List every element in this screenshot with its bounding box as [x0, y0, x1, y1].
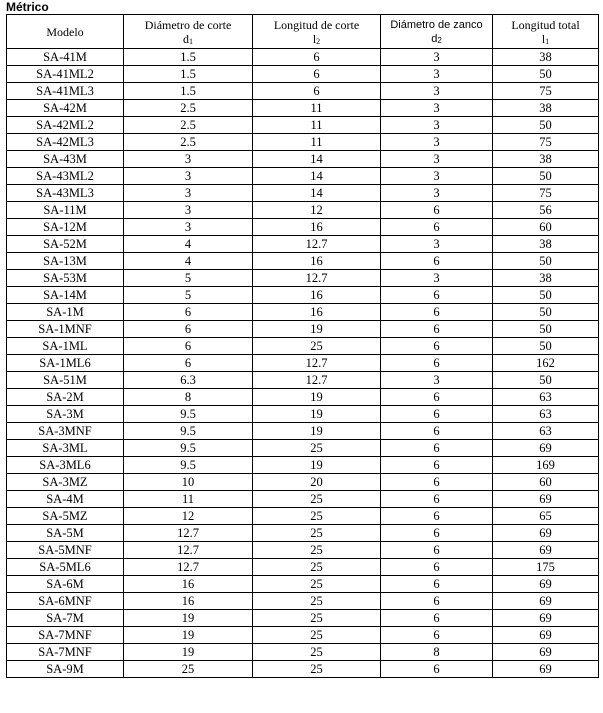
- cell-cutting-length: 14: [253, 168, 381, 185]
- cell-cutting-length: 14: [253, 185, 381, 202]
- cell-cutting-diameter: 8: [124, 389, 253, 406]
- table-row: [7, 423, 599, 440]
- cell-overall-length: 69: [493, 542, 599, 559]
- cell-shank-diameter: 6: [381, 627, 493, 644]
- cell-shank-diameter: 6: [381, 440, 493, 457]
- cell-overall-length: 38: [493, 49, 599, 66]
- cell-shank-diameter: 3: [381, 134, 493, 151]
- cell-overall-length: 56: [493, 202, 599, 219]
- cell-model: SA-53M: [7, 270, 124, 287]
- cell-shank-diameter: 6: [381, 661, 493, 678]
- cell-cutting-length: 25: [253, 440, 381, 457]
- table-row: [7, 508, 599, 525]
- cell-model: SA-42ML2: [7, 117, 124, 134]
- cell-model: SA-13M: [7, 253, 124, 270]
- cell-cutting-diameter: 1.5: [124, 83, 253, 100]
- cell-shank-diameter: 3: [381, 66, 493, 83]
- table-row: [7, 576, 599, 593]
- cell-overall-length: 38: [493, 236, 599, 253]
- cell-model: SA-12M: [7, 219, 124, 236]
- table-row: [7, 627, 599, 644]
- cell-cutting-diameter: 3: [124, 219, 253, 236]
- cell-model: SA-5MZ: [7, 508, 124, 525]
- table-row: [7, 304, 599, 321]
- cell-cutting-length: 12: [253, 202, 381, 219]
- cell-shank-diameter: 6: [381, 355, 493, 372]
- cell-overall-length: 63: [493, 406, 599, 423]
- cell-overall-length: 69: [493, 593, 599, 610]
- cell-cutting-diameter: 12.7: [124, 542, 253, 559]
- table-row: [7, 287, 599, 304]
- header-cutting-diameter: [124, 15, 253, 49]
- cell-overall-length: 69: [493, 491, 599, 508]
- table-row: [7, 219, 599, 236]
- cell-overall-length: 38: [493, 100, 599, 117]
- cell-model: SA-1ML6: [7, 355, 124, 372]
- cell-shank-diameter: 6: [381, 593, 493, 610]
- table-row: [7, 83, 599, 100]
- cell-cutting-diameter: 5: [124, 270, 253, 287]
- table-row: [7, 202, 599, 219]
- cell-shank-diameter: 3: [381, 185, 493, 202]
- cell-model: SA-14M: [7, 287, 124, 304]
- cell-shank-diameter: 6: [381, 202, 493, 219]
- cell-overall-length: 60: [493, 474, 599, 491]
- cell-cutting-length: 25: [253, 627, 381, 644]
- cell-shank-diameter: 6: [381, 338, 493, 355]
- header-cutting-diameter-symbol: $d_1$: [183, 31, 193, 46]
- table-row: [7, 49, 599, 66]
- cell-model: SA-1ML: [7, 338, 124, 355]
- cell-model: SA-42ML3: [7, 134, 124, 151]
- cell-cutting-length: 19: [253, 389, 381, 406]
- cell-cutting-length: 12.7: [253, 355, 381, 372]
- header-shank-diameter: [381, 15, 493, 49]
- cell-cutting-length: 12.7: [253, 372, 381, 389]
- cell-model: SA-43M: [7, 151, 124, 168]
- cell-shank-diameter: 6: [381, 610, 493, 627]
- cell-shank-diameter: 6: [381, 389, 493, 406]
- cell-cutting-length: 20: [253, 474, 381, 491]
- cell-shank-diameter: 6: [381, 253, 493, 270]
- cell-shank-diameter: 6: [381, 525, 493, 542]
- cell-cutting-diameter: 19: [124, 627, 253, 644]
- header-overall-length-label: Longitud total: [511, 17, 580, 32]
- cell-shank-diameter: 6: [381, 542, 493, 559]
- cell-model: SA-3ML6: [7, 457, 124, 474]
- header-row: [7, 15, 599, 49]
- cell-cutting-diameter: 2.5: [124, 117, 253, 134]
- cell-cutting-diameter: 12.7: [124, 559, 253, 576]
- cell-overall-length: 50: [493, 321, 599, 338]
- cell-shank-diameter: 6: [381, 304, 493, 321]
- table-row: [7, 525, 599, 542]
- cell-cutting-length: 16: [253, 304, 381, 321]
- cell-cutting-diameter: 6: [124, 355, 253, 372]
- cell-model: SA-5ML6: [7, 559, 124, 576]
- cell-cutting-diameter: 3: [124, 151, 253, 168]
- cell-cutting-diameter: 16: [124, 593, 253, 610]
- table-row: [7, 542, 599, 559]
- cell-cutting-diameter: 12.7: [124, 525, 253, 542]
- table-row: [7, 406, 599, 423]
- cell-cutting-diameter: 3: [124, 202, 253, 219]
- cell-shank-diameter: 6: [381, 559, 493, 576]
- cell-shank-diameter: 3: [381, 49, 493, 66]
- table-row: [7, 134, 599, 151]
- cell-model: SA-41ML3: [7, 83, 124, 100]
- table-row: [7, 474, 599, 491]
- cell-shank-diameter: 3: [381, 236, 493, 253]
- cell-shank-diameter: 6: [381, 474, 493, 491]
- cell-overall-length: 69: [493, 525, 599, 542]
- cell-shank-diameter: 3: [381, 168, 493, 185]
- cell-overall-length: 50: [493, 372, 599, 389]
- cell-overall-length: 63: [493, 423, 599, 440]
- cell-model: SA-1MNF: [7, 321, 124, 338]
- table-row: [7, 389, 599, 406]
- table-row: [7, 372, 599, 389]
- cell-model: SA-7MNF: [7, 627, 124, 644]
- cell-model: SA-5M: [7, 525, 124, 542]
- header-model-label: Modelo: [46, 24, 84, 39]
- cell-cutting-length: 25: [253, 576, 381, 593]
- cell-shank-diameter: 3: [381, 100, 493, 117]
- cell-model: SA-51M: [7, 372, 124, 389]
- cell-overall-length: 75: [493, 134, 599, 151]
- cell-cutting-diameter: 2.5: [124, 100, 253, 117]
- table-row: [7, 270, 599, 287]
- cell-shank-diameter: 6: [381, 406, 493, 423]
- table-header: [7, 15, 599, 49]
- table-row: [7, 151, 599, 168]
- table-row: [7, 491, 599, 508]
- cell-overall-length: 50: [493, 253, 599, 270]
- header-model: [7, 15, 124, 49]
- cell-cutting-diameter: 25: [124, 661, 253, 678]
- cell-cutting-diameter: 3: [124, 168, 253, 185]
- header-cutting-length-symbol: $l_2$: [312, 31, 321, 46]
- cell-cutting-length: 14: [253, 151, 381, 168]
- cell-overall-length: 50: [493, 338, 599, 355]
- cell-cutting-diameter: 19: [124, 644, 253, 661]
- cell-cutting-length: 25: [253, 559, 381, 576]
- cell-cutting-length: 25: [253, 508, 381, 525]
- cell-cutting-diameter: 6: [124, 304, 253, 321]
- table-row: [7, 321, 599, 338]
- cell-cutting-diameter: 6.3: [124, 372, 253, 389]
- cell-cutting-length: 6: [253, 49, 381, 66]
- cell-shank-diameter: 3: [381, 372, 493, 389]
- cell-cutting-diameter: 3: [124, 185, 253, 202]
- cell-cutting-length: 16: [253, 287, 381, 304]
- cell-cutting-diameter: 9.5: [124, 440, 253, 457]
- cell-model: SA-2M: [7, 389, 124, 406]
- cell-model: SA-3M: [7, 406, 124, 423]
- cell-overall-length: 69: [493, 440, 599, 457]
- cell-cutting-length: 25: [253, 542, 381, 559]
- cell-cutting-length: 16: [253, 253, 381, 270]
- table-row: [7, 440, 599, 457]
- cell-overall-length: 175: [493, 559, 599, 576]
- cell-cutting-length: 25: [253, 338, 381, 355]
- cell-model: SA-5MNF: [7, 542, 124, 559]
- cell-shank-diameter: 6: [381, 491, 493, 508]
- cell-cutting-length: 11: [253, 100, 381, 117]
- cell-cutting-diameter: 12: [124, 508, 253, 525]
- cell-cutting-diameter: 19: [124, 610, 253, 627]
- cell-model: SA-6M: [7, 576, 124, 593]
- cell-shank-diameter: 6: [381, 508, 493, 525]
- cell-model: SA-7M: [7, 610, 124, 627]
- cell-overall-length: 38: [493, 270, 599, 287]
- table-row: [7, 117, 599, 134]
- cell-cutting-length: 25: [253, 491, 381, 508]
- cell-overall-length: 65: [493, 508, 599, 525]
- cell-shank-diameter: 8: [381, 644, 493, 661]
- cell-overall-length: 50: [493, 117, 599, 134]
- table-row: [7, 185, 599, 202]
- cell-cutting-length: 25: [253, 525, 381, 542]
- header-overall-length-symbol: $l_1$: [541, 31, 550, 46]
- cell-shank-diameter: 3: [381, 117, 493, 134]
- header-cutting-diameter-label: Diámetro de corte: [144, 17, 232, 32]
- cell-overall-length: 69: [493, 576, 599, 593]
- cell-cutting-length: 11: [253, 117, 381, 134]
- cell-cutting-length: 19: [253, 321, 381, 338]
- cell-model: SA-52M: [7, 236, 124, 253]
- cell-cutting-diameter: 5: [124, 287, 253, 304]
- header-overall-length: [493, 15, 599, 49]
- cell-overall-length: 169: [493, 457, 599, 474]
- cell-cutting-length: 6: [253, 83, 381, 100]
- cell-cutting-length: 25: [253, 593, 381, 610]
- header-cutting-length: [253, 15, 381, 49]
- cell-shank-diameter: 3: [381, 83, 493, 100]
- cell-shank-diameter: 3: [381, 270, 493, 287]
- cell-cutting-diameter: 2.5: [124, 134, 253, 151]
- header-cutting-length-label: Longitud de corte: [273, 17, 360, 32]
- cell-cutting-diameter: 9.5: [124, 423, 253, 440]
- cell-cutting-length: 19: [253, 457, 381, 474]
- cell-cutting-diameter: 9.5: [124, 457, 253, 474]
- cell-cutting-diameter: 6: [124, 321, 253, 338]
- table-row: [7, 168, 599, 185]
- cell-shank-diameter: 3: [381, 151, 493, 168]
- cell-model: SA-42M: [7, 100, 124, 117]
- cell-cutting-length: 16: [253, 219, 381, 236]
- cell-overall-length: 69: [493, 627, 599, 644]
- cell-cutting-diameter: 11: [124, 491, 253, 508]
- table-row: [7, 593, 599, 610]
- header-shank-diameter-label: Diámetro de zanco: [390, 18, 483, 31]
- cell-shank-diameter: 6: [381, 287, 493, 304]
- cell-cutting-length: 11: [253, 134, 381, 151]
- spec-table: [6, 14, 599, 678]
- cell-model: SA-1M: [7, 304, 124, 321]
- table-row: [7, 644, 599, 661]
- cell-model: SA-9M: [7, 661, 124, 678]
- cell-model: SA-4M: [7, 491, 124, 508]
- cell-overall-length: 60: [493, 219, 599, 236]
- cell-overall-length: 69: [493, 610, 599, 627]
- cell-shank-diameter: 6: [381, 576, 493, 593]
- cell-cutting-diameter: 1.5: [124, 66, 253, 83]
- cell-cutting-length: 6: [253, 66, 381, 83]
- cell-cutting-diameter: 4: [124, 236, 253, 253]
- table-row: [7, 253, 599, 270]
- cell-model: SA-41ML2: [7, 66, 124, 83]
- cell-cutting-length: 25: [253, 661, 381, 678]
- cell-cutting-length: 25: [253, 644, 381, 661]
- table-row: [7, 355, 599, 372]
- cell-overall-length: 162: [493, 355, 599, 372]
- table-row: [7, 66, 599, 83]
- cell-overall-length: 69: [493, 644, 599, 661]
- cell-model: SA-43ML2: [7, 168, 124, 185]
- cell-overall-length: 75: [493, 83, 599, 100]
- cell-overall-length: 50: [493, 66, 599, 83]
- cell-cutting-length: 12.7: [253, 236, 381, 253]
- cell-cutting-length: 25: [253, 610, 381, 627]
- cell-overall-length: 50: [493, 287, 599, 304]
- cell-overall-length: 75: [493, 185, 599, 202]
- cell-cutting-diameter: 4: [124, 253, 253, 270]
- table-row: [7, 661, 599, 678]
- cell-cutting-diameter: 1.5: [124, 49, 253, 66]
- cell-model: SA-11M: [7, 202, 124, 219]
- table-row: [7, 338, 599, 355]
- cell-model: SA-3ML: [7, 440, 124, 457]
- cell-cutting-diameter: 10: [124, 474, 253, 491]
- table-row: [7, 236, 599, 253]
- cell-model: SA-3MNF: [7, 423, 124, 440]
- cell-shank-diameter: 6: [381, 321, 493, 338]
- cell-shank-diameter: 6: [381, 457, 493, 474]
- cell-overall-length: 38: [493, 151, 599, 168]
- table-body: [7, 49, 599, 678]
- cell-cutting-diameter: 16: [124, 576, 253, 593]
- cell-shank-diameter: 6: [381, 219, 493, 236]
- cell-overall-length: 50: [493, 168, 599, 185]
- table-row: [7, 457, 599, 474]
- cell-cutting-length: 12.7: [253, 270, 381, 287]
- table-row: [7, 100, 599, 117]
- table-row: [7, 559, 599, 576]
- cell-overall-length: 63: [493, 389, 599, 406]
- cell-model: SA-6MNF: [7, 593, 124, 610]
- page-title: Métrico: [6, 0, 49, 14]
- cell-shank-diameter: 6: [381, 423, 493, 440]
- cell-overall-length: 50: [493, 304, 599, 321]
- cell-cutting-diameter: 9.5: [124, 406, 253, 423]
- cell-model: SA-3MZ: [7, 474, 124, 491]
- cell-model: SA-7MNF: [7, 644, 124, 661]
- table-row: [7, 610, 599, 627]
- cell-cutting-diameter: 6: [124, 338, 253, 355]
- cell-cutting-length: 19: [253, 406, 381, 423]
- header-shank-diameter-symbol: $d_2$: [431, 32, 442, 45]
- cell-overall-length: 69: [493, 661, 599, 678]
- cell-cutting-length: 19: [253, 423, 381, 440]
- cell-model: SA-41M: [7, 49, 124, 66]
- cell-model: SA-43ML3: [7, 185, 124, 202]
